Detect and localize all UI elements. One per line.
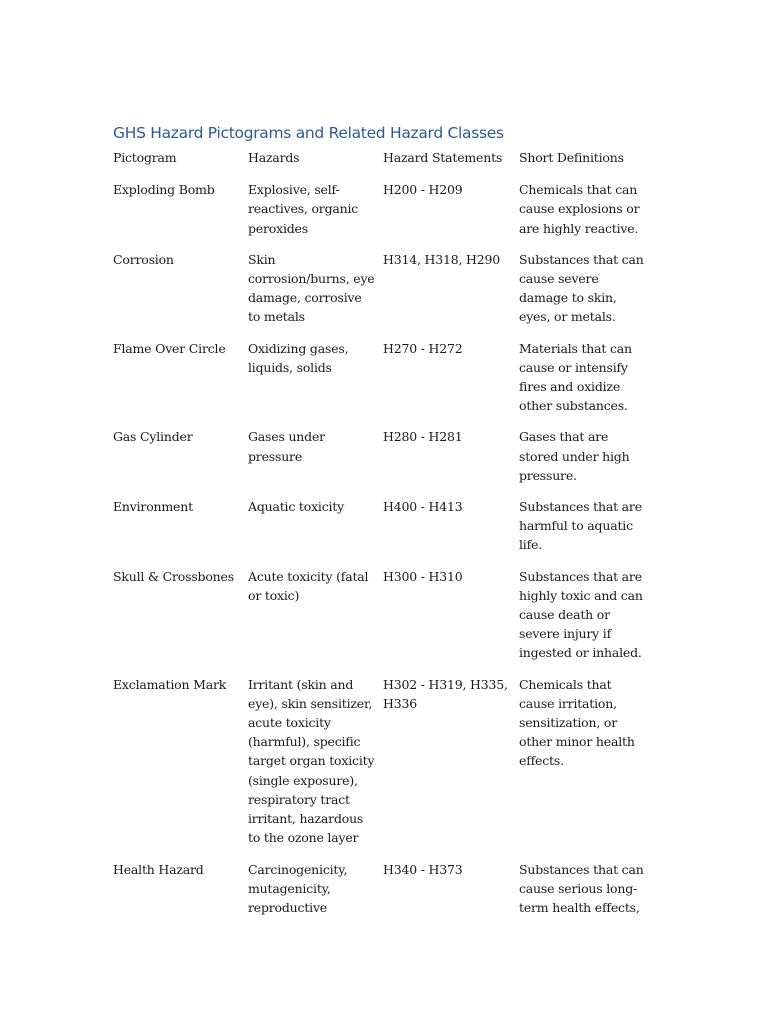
cell-hazard-statements: H300 - H310 [383, 568, 463, 584]
table-row [110, 497, 650, 567]
cell-pictogram: Flame Over Circle [113, 340, 226, 356]
cell-pictogram: Environment [113, 499, 193, 515]
table-row [110, 567, 650, 675]
cell-hazards: Carcinogenicity, mutagenicity, reproductive [248, 861, 348, 915]
cell-hazard-statements: H270 - H272 [383, 340, 463, 356]
cell-short-definition: Chemicals that can cause explosions or are highly reactive. [519, 182, 640, 236]
cell-short-definition: Substances that are highly toxic and can cause death or severe injury if ingested or inhaled. [519, 568, 643, 661]
header-hazard-statements: Hazard Statements [383, 150, 503, 165]
cell-pictogram: Health Hazard [113, 861, 204, 877]
cell-short-definition: Substances that are harmful to aquatic life. [519, 499, 642, 553]
document-title: GHS Hazard Pictograms and Related Hazard Classes [113, 124, 504, 142]
cell-pictogram: Corrosion [113, 251, 174, 267]
header-short-definitions: Short Definitions [519, 150, 624, 165]
cell-hazards: Gases under pressure [248, 429, 325, 464]
cell-pictogram: Gas Cylinder [113, 429, 193, 445]
hazard-table [110, 148, 650, 917]
cell-hazard-statements: H200 - H209 [383, 182, 463, 198]
table-row [110, 250, 650, 339]
cell-hazard-statements: H302 - H319, H335, H336 [383, 676, 508, 711]
cell-pictogram: Exclamation Mark [113, 676, 227, 692]
cell-short-definition: Materials that can cause or intensify fires and oxidize other substances. [519, 340, 632, 414]
cell-short-definition: Gases that are stored under high pressure. [519, 429, 630, 483]
cell-short-definition: Substances that can cause serious long-term health effects, [519, 861, 644, 915]
table-header-row [110, 148, 650, 180]
cell-pictogram: Skull & Crossbones [113, 568, 234, 584]
table-row [110, 675, 650, 860]
cell-hazards: Irritant (skin and eye), skin sensitizer, acute toxicity (harmful), specific target organ toxicity (single exposure), respiratory tract irritant, hazardous to the ozone layer [248, 676, 375, 846]
cell-hazards: Oxidizing gases, liquids, solids [248, 340, 349, 375]
cell-pictogram: Exploding Bomb [113, 182, 215, 198]
cell-hazard-statements: H280 - H281 [383, 429, 463, 445]
cell-hazard-statements: H314, H318, H290 [383, 251, 500, 267]
table-row [110, 860, 650, 918]
cell-hazards: Skin corrosion/burns, eye damage, corrosive to metals [248, 251, 375, 325]
cell-hazards: Aquatic toxicity [248, 499, 345, 515]
cell-short-definition: Chemicals that cause irritation, sensitization, or other minor health effects. [519, 676, 635, 769]
header-pictogram: Pictogram [113, 150, 177, 165]
header-hazards: Hazards [248, 150, 300, 165]
cell-short-definition: Substances that can cause severe damage to skin, eyes, or metals. [519, 251, 644, 325]
table-row [110, 180, 650, 250]
cell-hazard-statements: H400 - H413 [383, 499, 463, 515]
cell-hazard-statements: H340 - H373 [383, 861, 463, 877]
table-row [110, 427, 650, 497]
cell-hazards: Explosive, self-reactives, organic peroxides [248, 182, 359, 236]
table-row [110, 339, 650, 428]
cell-hazards: Acute toxicity (fatal or toxic) [248, 568, 369, 603]
